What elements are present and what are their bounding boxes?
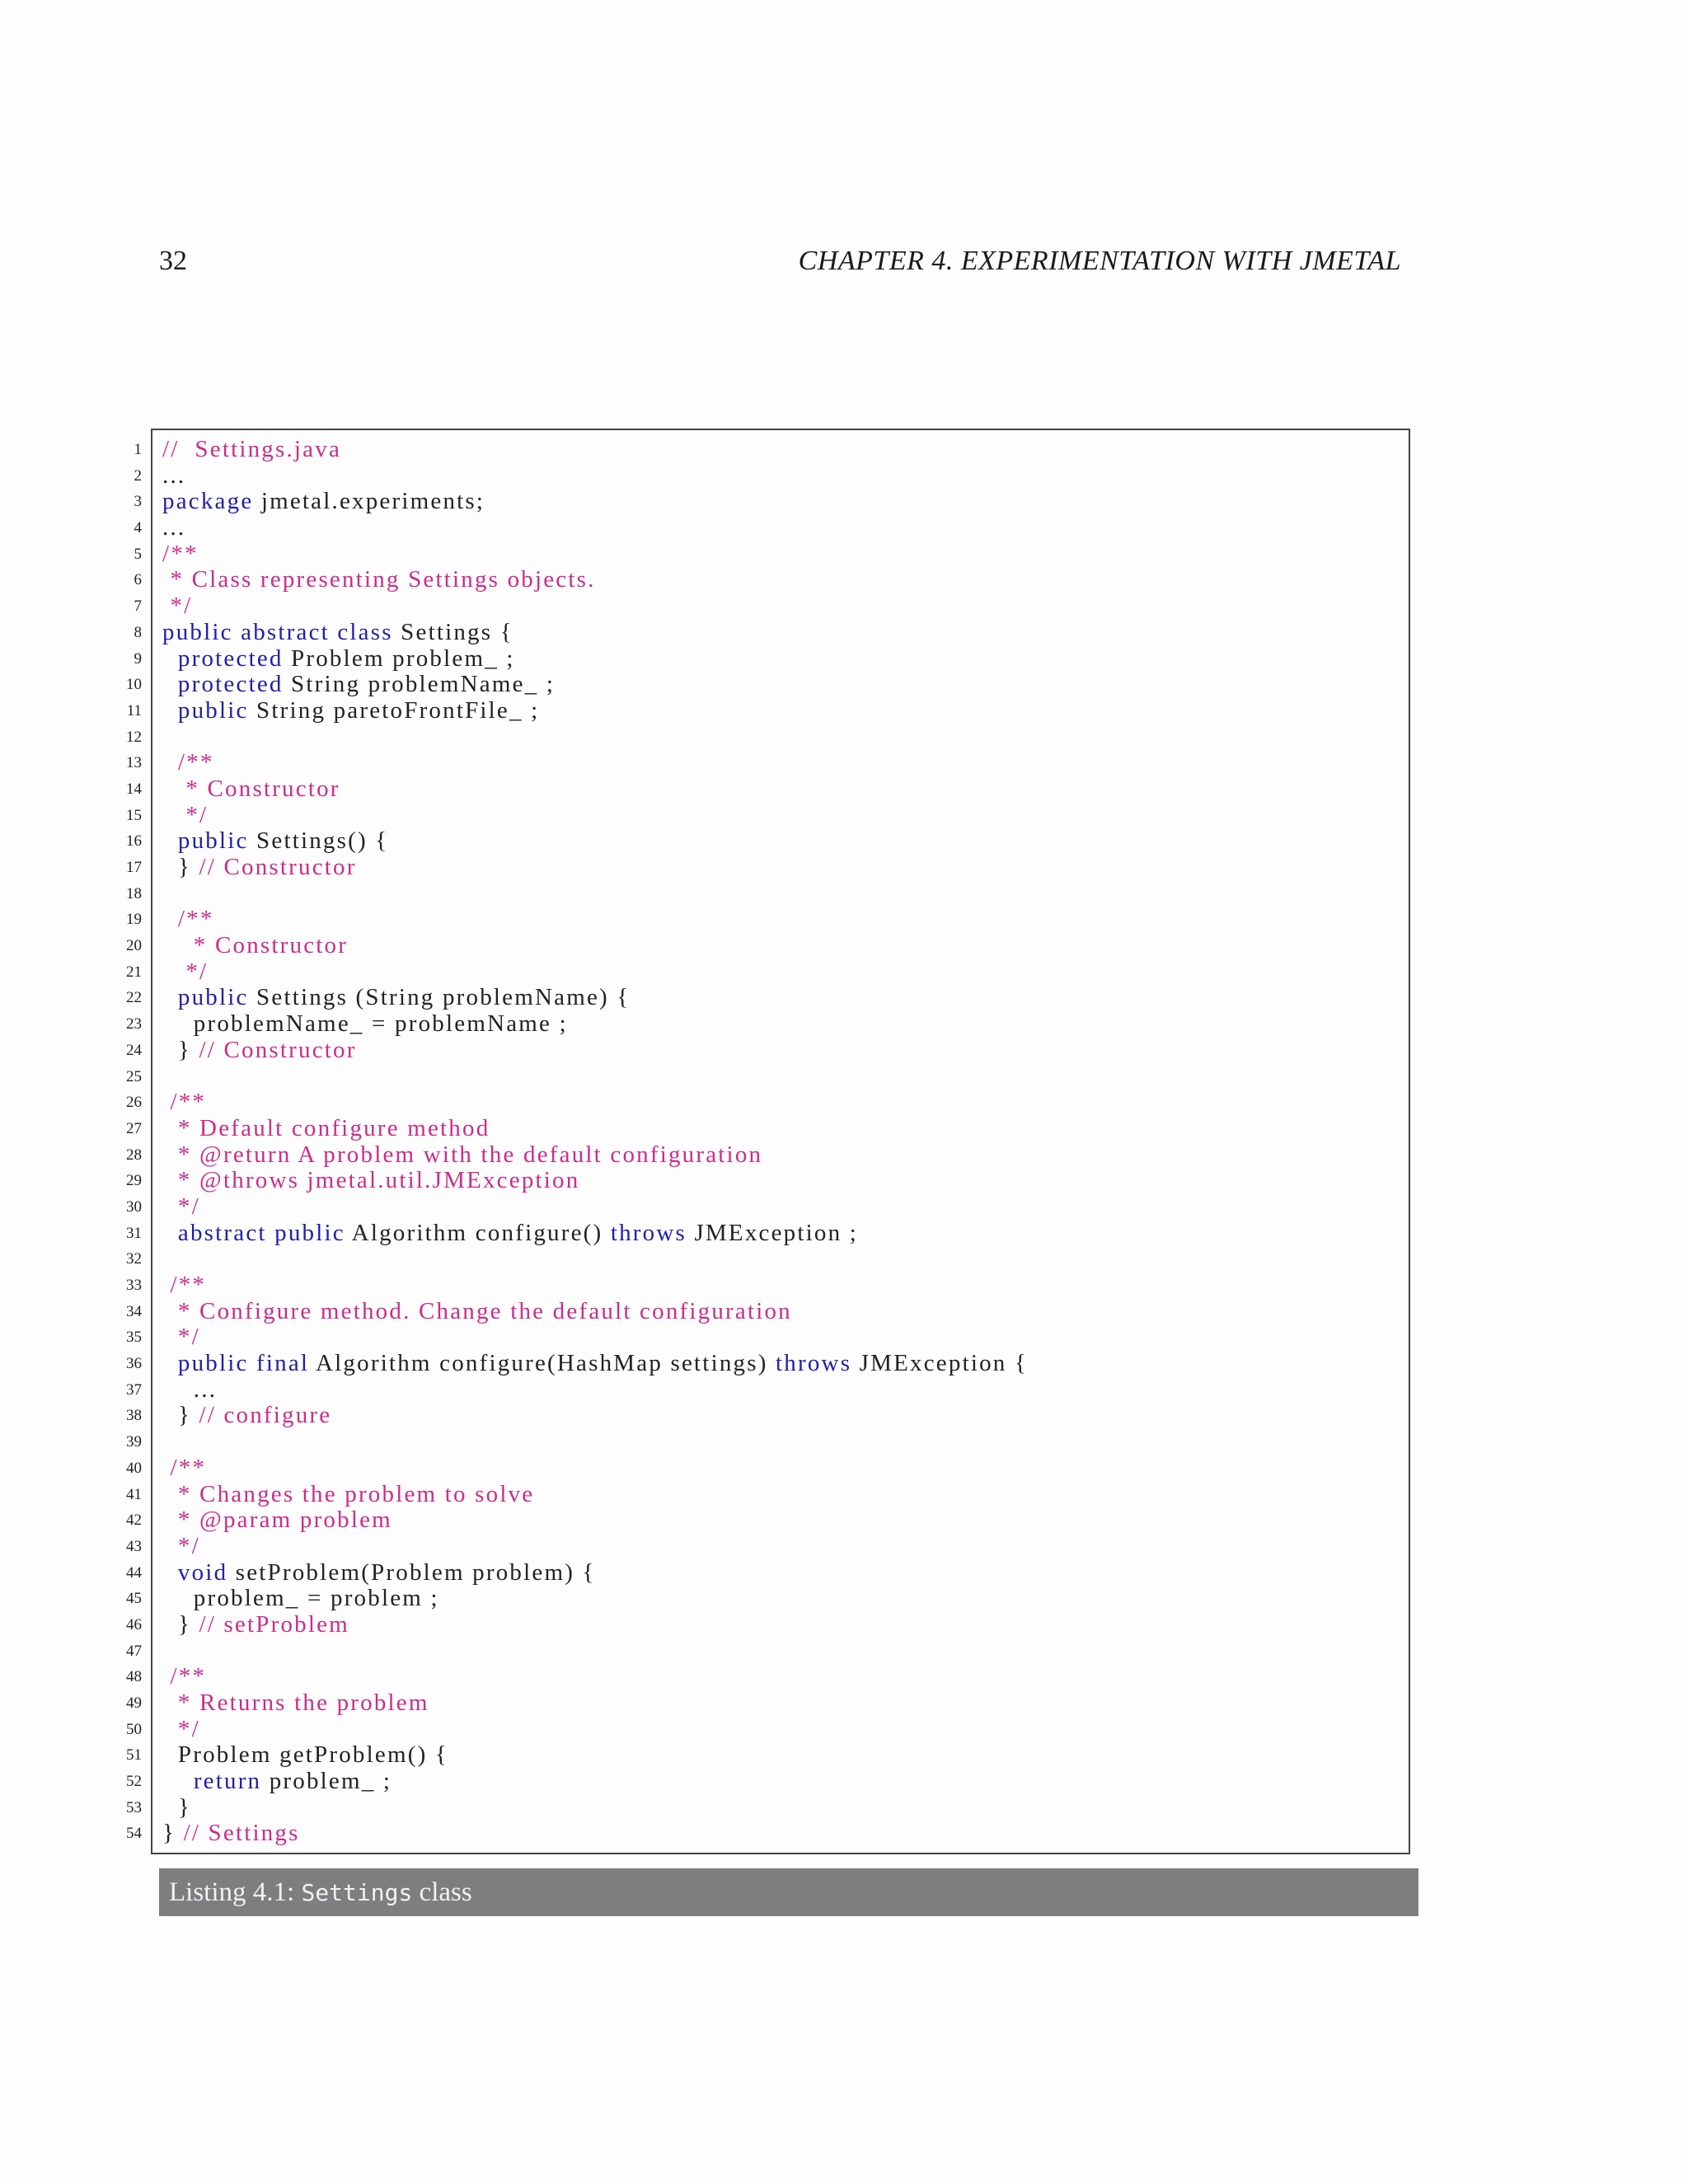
code-line (126, 1010, 1409, 1038)
line-number: 14 (126, 780, 142, 798)
code-line (126, 1610, 1409, 1638)
line-number: 22 (126, 989, 142, 1007)
code-text (162, 1455, 206, 1482)
code-line (126, 1507, 1409, 1534)
line-number: 43 (126, 1537, 142, 1555)
code-comment: */ (162, 801, 209, 828)
code-line (126, 854, 1409, 881)
code-text (162, 828, 388, 855)
code-line (126, 724, 1409, 751)
code-text (162, 959, 208, 986)
line-number: 12 (126, 728, 142, 746)
code-line (134, 593, 1409, 620)
line-number: 16 (126, 832, 142, 851)
line-number: 31 (126, 1224, 142, 1242)
line-number: 33 (126, 1277, 142, 1294)
code-keyword: void (177, 1558, 228, 1586)
line-number: 20 (126, 937, 142, 955)
code-comment: // Settings (183, 1820, 300, 1847)
line-number: 9 (134, 649, 142, 668)
code-token: Settings() { (248, 827, 389, 855)
code-line (126, 1246, 1409, 1272)
code-token (162, 697, 178, 724)
code-line (134, 514, 1409, 541)
code-token (162, 827, 178, 854)
line-number: 49 (126, 1694, 142, 1712)
code-line (126, 1558, 1409, 1586)
code-comment: */ (162, 1715, 200, 1742)
code-text (162, 1324, 200, 1351)
code-text (162, 1221, 858, 1247)
code-text (162, 1821, 300, 1847)
code-line (126, 1036, 1409, 1064)
code-keyword: protected (177, 644, 284, 672)
code-comment: /** (162, 540, 199, 567)
code-token: problemName_ = problemName ; (162, 1010, 568, 1038)
code-line (134, 618, 1409, 646)
code-line (126, 801, 1409, 829)
code-text (162, 1011, 568, 1038)
code-token (162, 1350, 178, 1376)
code-keyword: throws (610, 1219, 687, 1246)
code-token: Algorithm configure(HashMap settings) (309, 1350, 776, 1377)
code-text (162, 1038, 357, 1064)
code-comment: * Constructor (162, 932, 349, 959)
code-text (162, 1116, 490, 1142)
line-number: 25 (126, 1067, 142, 1085)
code-line (126, 1663, 1409, 1690)
code-line (126, 1297, 1409, 1325)
code-comment: /** (162, 906, 214, 933)
code-text (162, 672, 555, 698)
code-text (162, 1664, 206, 1690)
code-token (162, 1559, 178, 1586)
code-text (162, 463, 185, 490)
code-line (126, 984, 1409, 1011)
code-token: ... (162, 514, 186, 541)
code-line (126, 749, 1409, 776)
line-number: 4 (134, 519, 142, 537)
code-text (162, 1403, 331, 1429)
code-line (134, 462, 1409, 490)
code-line (126, 881, 1409, 907)
line-number: 50 (126, 1720, 142, 1738)
code-line (134, 436, 1409, 463)
code-token: } (162, 1402, 199, 1429)
code-line (126, 1167, 1409, 1194)
code-line (134, 566, 1409, 593)
code-text (162, 750, 214, 776)
code-line (126, 1638, 1409, 1665)
line-number: 23 (126, 1015, 142, 1033)
code-line (126, 1219, 1409, 1247)
code-text (162, 1742, 448, 1769)
code-comment: */ (162, 1532, 200, 1559)
code-line (126, 958, 1409, 986)
code-line (126, 671, 1409, 698)
code-token: JMException { (851, 1350, 1029, 1377)
code-token (162, 1768, 194, 1794)
line-number: 39 (126, 1433, 142, 1451)
code-line (134, 644, 1409, 673)
code-text (162, 1586, 439, 1612)
code-line (126, 1532, 1409, 1560)
code-text (162, 1690, 429, 1717)
code-comment: // Settings.java (162, 436, 342, 462)
code-text (162, 698, 539, 724)
code-text (162, 1717, 200, 1743)
code-line (126, 827, 1409, 855)
line-number: 45 (126, 1590, 142, 1608)
line-number: 24 (126, 1041, 142, 1059)
line-number: 27 (126, 1119, 142, 1137)
running-head: CHAPTER 4. EXPERIMENTATION WITH JMETAL (798, 246, 1401, 276)
code-keyword: return (193, 1768, 262, 1795)
line-number: 29 (126, 1172, 142, 1190)
line-number: 47 (126, 1642, 142, 1660)
code-text (162, 567, 596, 593)
code-block (126, 436, 1409, 1847)
line-number: 1 (134, 441, 142, 458)
code-text (162, 1534, 200, 1560)
code-text (162, 933, 348, 959)
code-listing (126, 429, 1410, 1854)
code-token: String paretoFrontFile_ ; (248, 696, 540, 724)
line-number: 52 (126, 1773, 142, 1791)
code-token: Settings (String problemName) { (248, 984, 631, 1011)
code-comment: /** (162, 1454, 207, 1481)
line-number: 48 (126, 1668, 142, 1686)
code-comment: /** (162, 1089, 207, 1116)
code-text (162, 1560, 596, 1586)
code-keyword: public (177, 827, 249, 855)
code-keyword: package (162, 488, 254, 515)
code-text (162, 1142, 762, 1169)
line-number: 26 (126, 1094, 142, 1112)
code-token: problem_ = problem ; (162, 1585, 439, 1612)
code-comment: * @param problem (162, 1507, 392, 1534)
code-token: String problemName_ ; (283, 671, 556, 698)
code-comment: */ (162, 1193, 200, 1220)
code-line (126, 1690, 1409, 1717)
line-number: 53 (126, 1798, 142, 1816)
line-number: 40 (126, 1459, 142, 1477)
code-token (162, 984, 178, 1010)
code-token: Algorithm configure() (345, 1219, 611, 1246)
code-comment: */ (162, 593, 193, 620)
code-token: } (162, 1610, 199, 1638)
code-line (126, 906, 1409, 933)
code-comment: /** (162, 1663, 207, 1690)
code-token: ... (162, 1376, 218, 1403)
code-line (126, 1820, 1409, 1847)
line-number: 37 (126, 1380, 142, 1399)
line-number: 46 (126, 1615, 142, 1633)
page-header (0, 0, 1688, 297)
line-number: 13 (126, 754, 142, 772)
code-keyword: public (177, 696, 249, 724)
code-token: } (162, 1793, 192, 1821)
code-text (162, 1482, 534, 1508)
code-line (126, 1114, 1409, 1142)
code-line (126, 1454, 1409, 1482)
code-token: } (162, 1820, 184, 1847)
caption-code: Settings (301, 1879, 413, 1906)
code-text (162, 1795, 191, 1821)
code-comment: * @throws jmetal.util.JMException (162, 1167, 580, 1194)
code-line (126, 1193, 1409, 1221)
code-keyword: public (177, 984, 249, 1011)
code-text (162, 1168, 579, 1194)
code-line (126, 1089, 1409, 1116)
line-number: 21 (126, 963, 142, 981)
code-text (162, 515, 185, 541)
caption-prefix: Listing 4.1: (169, 1877, 302, 1907)
code-token: Problem getProblem() { (162, 1741, 449, 1769)
code-token: JMException ; (687, 1219, 859, 1246)
code-text (162, 489, 485, 515)
line-number: 42 (126, 1511, 142, 1530)
line-number: 51 (126, 1746, 142, 1765)
listing-caption (159, 1868, 1418, 1916)
code-token: Problem problem_ ; (283, 644, 515, 672)
line-number: 18 (126, 884, 142, 902)
line-number: 38 (126, 1407, 142, 1425)
code-line (126, 1793, 1409, 1821)
line-number: 17 (126, 859, 142, 876)
code-text (162, 803, 208, 829)
code-comment: // Constructor (199, 1036, 357, 1063)
code-comment: /** (162, 1272, 207, 1298)
code-text (162, 907, 214, 933)
code-text (162, 541, 199, 568)
code-text (162, 646, 515, 673)
code-token: Settings { (392, 618, 513, 645)
code-comment: * Default configure method (162, 1114, 490, 1141)
code-text (162, 1612, 349, 1638)
line-number: 41 (126, 1485, 142, 1503)
line-number: 44 (126, 1563, 142, 1582)
code-text (162, 985, 630, 1011)
code-token: } (162, 854, 199, 880)
line-number: 15 (126, 806, 142, 824)
code-text (162, 1272, 206, 1299)
line-number: 35 (126, 1329, 142, 1347)
code-token: } (162, 1036, 199, 1063)
code-token (162, 645, 178, 672)
line-number: 3 (134, 493, 142, 511)
code-line (134, 540, 1409, 568)
code-line (134, 488, 1409, 515)
code-line (126, 1376, 1409, 1404)
line-number: 11 (126, 701, 142, 719)
code-comment: * Returns the problem (162, 1690, 429, 1716)
line-number: 7 (134, 598, 142, 616)
line-number: 32 (126, 1250, 142, 1268)
code-text (162, 1194, 200, 1221)
line-number: 34 (126, 1302, 142, 1320)
line-number: 10 (126, 676, 142, 694)
code-line (126, 696, 1409, 724)
line-number: 30 (126, 1197, 142, 1216)
code-line (126, 1429, 1409, 1455)
code-text (162, 620, 513, 646)
code-comment: */ (162, 958, 209, 985)
code-keyword: throws (776, 1350, 852, 1377)
code-token (162, 1220, 178, 1246)
code-comment: */ (162, 1324, 200, 1351)
code-line (126, 1585, 1409, 1612)
code-text (162, 855, 357, 881)
code-line (126, 1768, 1409, 1795)
code-text (162, 437, 341, 463)
code-line (126, 932, 1409, 959)
code-line (126, 1324, 1409, 1351)
code-keyword: public abstract class (162, 618, 393, 645)
code-line (126, 1064, 1409, 1090)
code-comment: * Class representing Settings objects. (162, 566, 596, 593)
code-comment: // setProblem (199, 1610, 349, 1638)
code-comment: // configure (199, 1402, 332, 1429)
code-token: jmetal.experiments; (253, 488, 485, 515)
code-line (126, 1141, 1409, 1169)
code-keyword: public final (177, 1350, 310, 1377)
line-number: 54 (126, 1825, 142, 1843)
line-number: 2 (134, 466, 142, 485)
code-text (162, 1507, 392, 1534)
code-comment: * @return A problem with the default configuration (162, 1141, 763, 1168)
code-line (126, 1272, 1409, 1299)
code-comment: * Constructor (162, 775, 340, 802)
line-number: 28 (126, 1146, 142, 1164)
code-comment: * Configure method. Change the default configuration (162, 1297, 792, 1324)
code-text (162, 593, 192, 620)
line-number: 5 (134, 545, 142, 563)
caption-suffix: class (412, 1877, 472, 1907)
code-line (126, 1402, 1409, 1429)
line-number: 36 (126, 1355, 142, 1373)
code-line (126, 1741, 1409, 1769)
code-keyword: abstract public (177, 1219, 345, 1246)
code-comment: // Constructor (199, 854, 357, 880)
code-token: ... (162, 462, 186, 489)
line-number: 8 (134, 623, 142, 641)
code-line (126, 1480, 1409, 1508)
code-text (162, 1299, 792, 1325)
code-keyword: protected (177, 671, 284, 698)
code-token: setProblem(Problem problem) { (227, 1558, 596, 1586)
page-number: 32 (159, 246, 187, 276)
code-comment: * Changes the problem to solve (162, 1480, 535, 1507)
code-text (162, 1377, 217, 1404)
code-token (162, 671, 178, 697)
code-text (162, 1769, 392, 1795)
code-text (162, 1090, 206, 1116)
code-comment: /** (162, 749, 214, 776)
code-text (162, 1351, 1028, 1377)
line-number: 6 (134, 571, 142, 589)
code-line (126, 1350, 1409, 1377)
code-line (126, 775, 1409, 803)
code-line (126, 1715, 1409, 1743)
code-token: problem_ ; (261, 1768, 392, 1795)
line-number: 19 (126, 911, 142, 929)
code-text (162, 776, 340, 803)
